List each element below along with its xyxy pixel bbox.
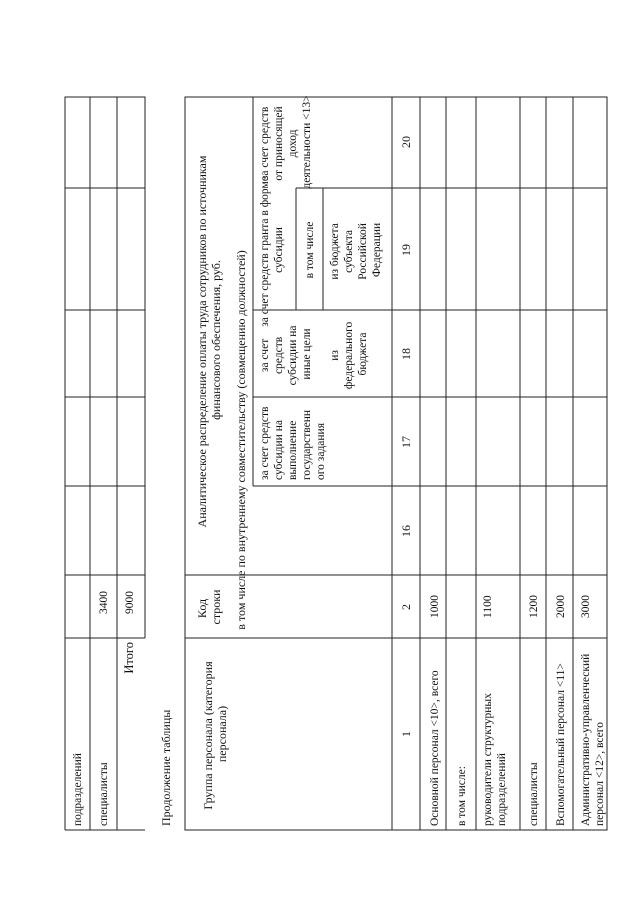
header-col20-line: доход xyxy=(287,129,299,158)
header-group-line: персонала) xyxy=(215,705,229,763)
header-col19 xyxy=(329,220,383,280)
header-col18-line: из xyxy=(329,350,341,361)
col-number: 1 xyxy=(399,731,413,737)
row-label xyxy=(580,651,606,826)
header-col16-line: выполнение xyxy=(287,420,299,480)
col-number: 18 xyxy=(399,348,413,360)
header-col18-line: бюджета xyxy=(357,332,369,376)
row-label: Основной персонал <10>, всего xyxy=(429,670,441,826)
header-incl: в том числе xyxy=(304,221,316,279)
header-main-line: Аналитическое распределение оплаты труда сотрудников по источникам xyxy=(195,155,209,528)
col-number: 16 xyxy=(399,525,413,537)
header-col19-line: Федерации xyxy=(371,222,383,278)
row-code: 1200 xyxy=(528,595,540,618)
header-col16-line: за счет средств xyxy=(259,406,271,480)
main-table-grid xyxy=(185,97,607,830)
row-label-line: Административно-управленческий xyxy=(580,653,592,826)
header-code-line: строки xyxy=(209,589,223,625)
header-grant-line: за счет средств гранта в форме xyxy=(259,176,271,327)
header-col17-line: иные цели xyxy=(301,328,313,380)
row-label: в том числе: xyxy=(456,766,468,826)
total-label: Итого xyxy=(122,642,136,674)
row-label-line: персонал <12>, всего xyxy=(594,722,606,826)
header-code xyxy=(195,589,223,625)
header-col18-line: федерального xyxy=(343,321,355,390)
header-main-line: финансового обеспечения, руб. xyxy=(209,260,223,420)
total-code: 9000 xyxy=(124,591,136,614)
header-group-line: Группа персонала (категория xyxy=(201,661,215,810)
row-label: Вспомогательный персонал <11> xyxy=(555,663,567,826)
header-col17 xyxy=(259,323,313,386)
header-grant xyxy=(259,173,285,327)
row-code: 1000 xyxy=(429,595,441,618)
row-label-line: руководители структурных xyxy=(482,693,494,826)
col-number: 2 xyxy=(399,604,413,610)
header-grant-line: субсидии xyxy=(273,227,285,273)
header-col20-line: за счет средств xyxy=(259,106,271,181)
header-col20-line: от приносящей xyxy=(273,106,285,181)
row-label: специалисты xyxy=(528,762,540,826)
header-col16-line: субсидии на xyxy=(273,420,285,480)
header-code-line: Код xyxy=(195,598,209,619)
header-col19-line: из бюджета xyxy=(329,223,341,280)
row-label xyxy=(482,690,508,826)
header-main xyxy=(195,153,223,528)
col-number: 19 xyxy=(399,244,413,256)
header-group xyxy=(201,658,229,809)
header-col16-line: ого задания xyxy=(315,422,327,480)
row-code: 3000 xyxy=(580,595,592,618)
col-number: 20 xyxy=(399,136,413,148)
header-col17-line: субсидии на xyxy=(287,325,299,386)
header-col16 xyxy=(259,404,327,480)
header-sub: в том числе по внутреннему совместительству (совмещению должностей) xyxy=(234,250,248,630)
header-col17-line: средств xyxy=(273,336,285,375)
row-code: 2000 xyxy=(555,595,567,618)
header-col20 xyxy=(259,95,313,188)
row-code: 1100 xyxy=(482,595,494,618)
top-table xyxy=(65,97,145,830)
top-row-label: подразделений xyxy=(72,753,84,826)
header-col17-line: за счет xyxy=(259,338,271,373)
header-col18 xyxy=(329,319,369,389)
continuation-caption: Продолжение таблицы xyxy=(159,709,173,826)
header-col19-line: Российской xyxy=(357,223,369,280)
header-col19-line: субъекта xyxy=(343,230,355,273)
header-col20-line: деятельности <13> xyxy=(301,95,313,189)
col-number: 17 xyxy=(399,436,413,448)
row-label-line: подразделений xyxy=(496,753,508,826)
header-col16-line: государственн xyxy=(301,409,313,480)
top-row-code: 3400 xyxy=(98,591,110,614)
top-row-label: специалисты xyxy=(98,762,110,826)
